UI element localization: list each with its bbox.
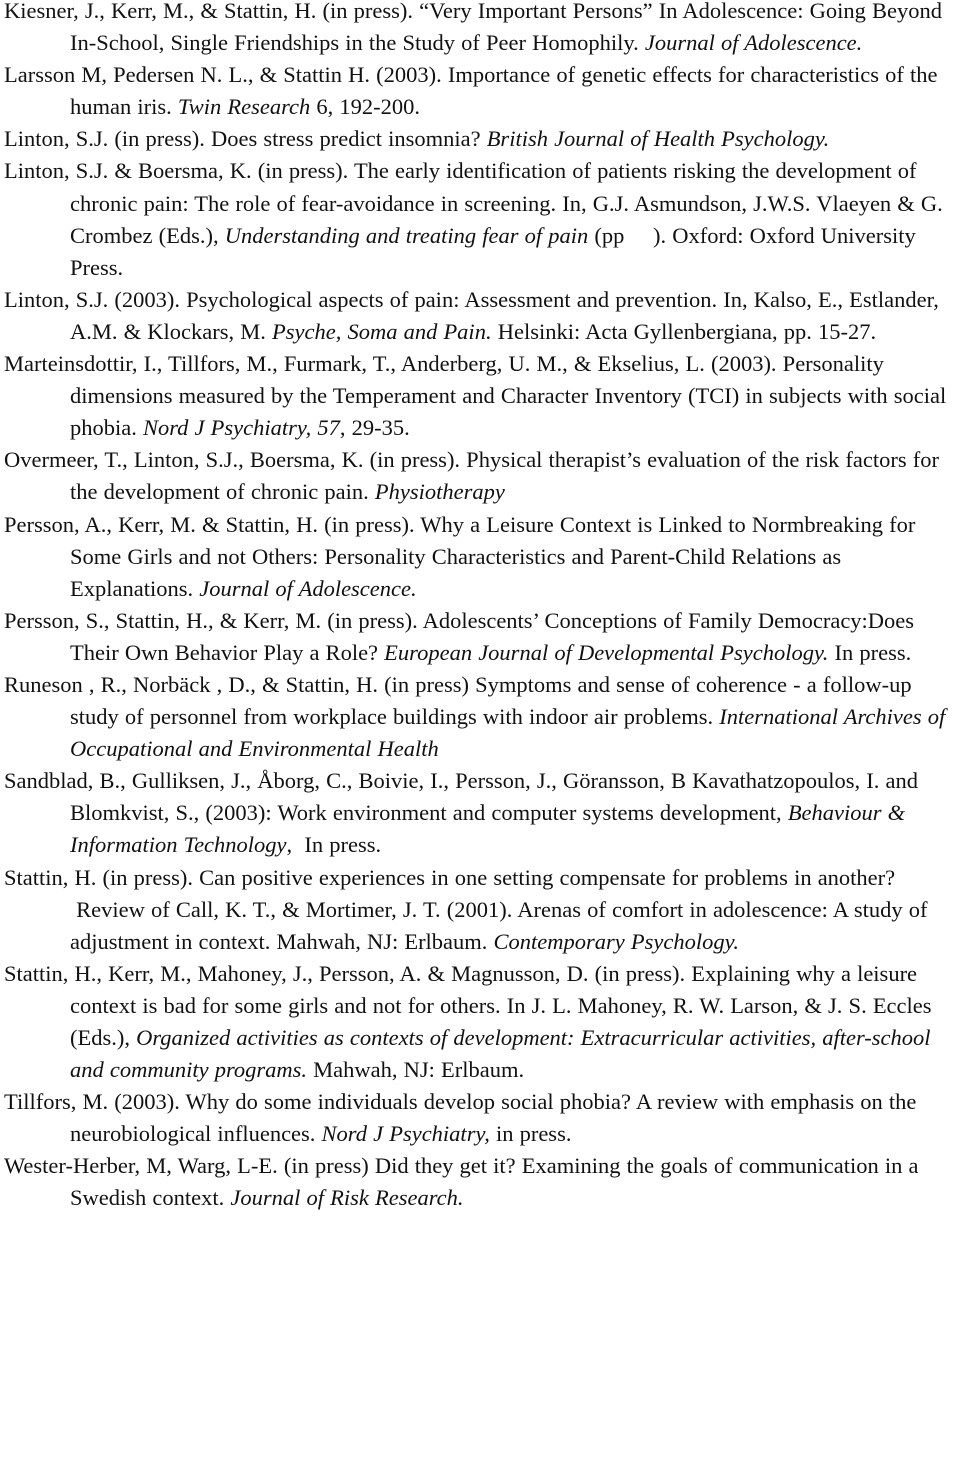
reference-source-title: Organized activities as contexts of development: Extracurricular activities, after-school and community programs. <box>70 1025 931 1083</box>
reference-text: 6, 192-200. <box>310 94 420 120</box>
reference-entry <box>4 284 956 348</box>
reference-entry <box>4 444 956 508</box>
reference-source-title: Nord J Psychiatry, 57 <box>143 415 340 441</box>
reference-entry <box>4 59 956 123</box>
reference-entry <box>4 862 956 958</box>
reference-text: Linton, S.J. & Boersma, K. (in press). The early identification of patients risking the development of chronic pain: The role of fear-avoidance in screening. In, G.J. Asmundson, J.W.S. Vlaeyen & G. Crombez (Eds.), <box>4 158 943 248</box>
reference-entry <box>4 605 956 669</box>
reference-entry <box>4 155 956 283</box>
reference-source-title: International Archives of Occupational and Environmental Health <box>70 704 946 762</box>
reference-source-title: Journal of Adolescence. <box>199 575 417 601</box>
reference-source-title: Behaviour & Information Technology <box>70 800 906 858</box>
reference-text: Helsinki: Acta Gyllenbergiana, pp. 15-27. <box>491 318 877 344</box>
reference-text: Linton, S.J. (2003). Psychological aspects of pain: Assessment and prevention. In, Kalso, E., Estlander, A.M. & Klockars, M. <box>4 286 939 344</box>
reference-entry <box>4 348 956 444</box>
reference-entry <box>4 765 956 861</box>
reference-source-title: Physiotherapy <box>374 479 505 505</box>
reference-text: Stattin, H. (in press). Can positive experiences in one setting compensate for problems in another? Review of Call, K. T., & Mortimer, J. T. (2001). Arenas of comfort in adolescence: A study of adjustment in context. Mahwah, NJ: Erlbaum. <box>4 864 928 954</box>
reference-text: Stattin, H., Kerr, M., Mahoney, J., Persson, A. & Magnusson, D. (in press). Explaining why a leisure context is bad for some girls and not for others. In J. L. Mahoney, R. W. Larson, & J. S. Eccles (Eds.), <box>4 960 932 1050</box>
reference-text: Linton, S.J. (in press). Does stress predict insomnia? <box>4 126 487 152</box>
reference-text: , In press. <box>286 832 382 858</box>
reference-entry <box>4 1150 956 1214</box>
reference-source-title: Understanding and treating fear of pain <box>224 222 589 248</box>
reference-source-title: Journal of Risk Research. <box>230 1185 464 1211</box>
reference-source-title: Psyche, Soma and Pain. <box>271 318 492 344</box>
reference-entry <box>4 0 956 59</box>
reference-text: Mahwah, NJ: Erlbaum. <box>307 1057 525 1083</box>
reference-text: Persson, A., Kerr, M. & Stattin, H. (in press). Why a Leisure Context is Linked to Normbreaking for Some Girls and not Others: Personality Characteristics and Parent-Child Relations as Explanations. <box>4 511 916 601</box>
reference-entry <box>4 1086 956 1150</box>
reference-text: In press. <box>828 639 912 665</box>
reference-source-title: British Journal of Health Psychology. <box>486 126 830 152</box>
reference-text: Runeson , R., Norbäck , D., & Stattin, H. (in press) Symptoms and sense of coherence - a follow-up study of personnel from workplace buildings with indoor air problems. <box>4 671 912 730</box>
reference-text: Larsson M, Pedersen N. L., & Stattin H. (2003). Importance of genetic effects for characteristics of the human iris. <box>4 62 938 120</box>
reference-text: in press. <box>489 1121 572 1147</box>
reference-entry <box>4 509 956 605</box>
reference-entry <box>4 958 956 1086</box>
reference-text: Marteinsdottir, I., Tillfors, M., Furmark, T., Anderberg, U. M., & Ekselius, L. (2003). Personality dimensions measured by the Temperament and Character Inventory (TCI) in subjects with social phobia. <box>4 351 947 441</box>
reference-text: Sandblad, B., Gulliksen, J., Åborg, C., Boivie, I., Persson, J., Göransson, B Kavathatzopoulos, I. and Blomkvist, S., (2003): Work environment and computer systems development, <box>4 768 919 826</box>
reference-entry <box>4 123 956 155</box>
reference-text: Tillfors, M. (2003). Why do some individuals develop social phobia? A review with emphasis on the neurobiological influences. <box>4 1089 917 1147</box>
reference-source-title: Nord J Psychiatry, <box>321 1121 490 1147</box>
reference-source-title: Journal of Adolescence. <box>644 30 863 56</box>
reference-source-title: Contemporary Psychology. <box>493 928 740 954</box>
reference-text: Persson, S., Stattin, H., & Kerr, M. (in press). Adolescents’ Conceptions of Family Democracy:Does Their Own Behavior Play a Role? <box>4 607 915 665</box>
reference-entry <box>4 669 956 765</box>
reference-source-title: Twin Research <box>177 94 311 120</box>
reference-text: Overmeer, T., Linton, S.J., Boersma, K. (in press). Physical therapist’s evaluation of the risk factors for the development of chronic pain. <box>4 447 939 505</box>
reference-text: Wester-Herber, M, Warg, L-E. (in press) Did they get it? Examining the goals of communication in a Swedish context. <box>4 1153 919 1211</box>
reference-list <box>4 0 956 1215</box>
reference-text: (pp ). Oxford: Oxford University Press. <box>70 222 916 280</box>
reference-text: , 29-35. <box>339 415 410 441</box>
reference-source-title: European Journal of Developmental Psychology. <box>384 639 829 665</box>
reference-text: Kiesner, J., Kerr, M., & Stattin, H. (in press). “Very Important Persons” In Adolescence: Going Beyond In-School, Single Friendships in the Study of Peer Homophily. <box>4 0 943 56</box>
